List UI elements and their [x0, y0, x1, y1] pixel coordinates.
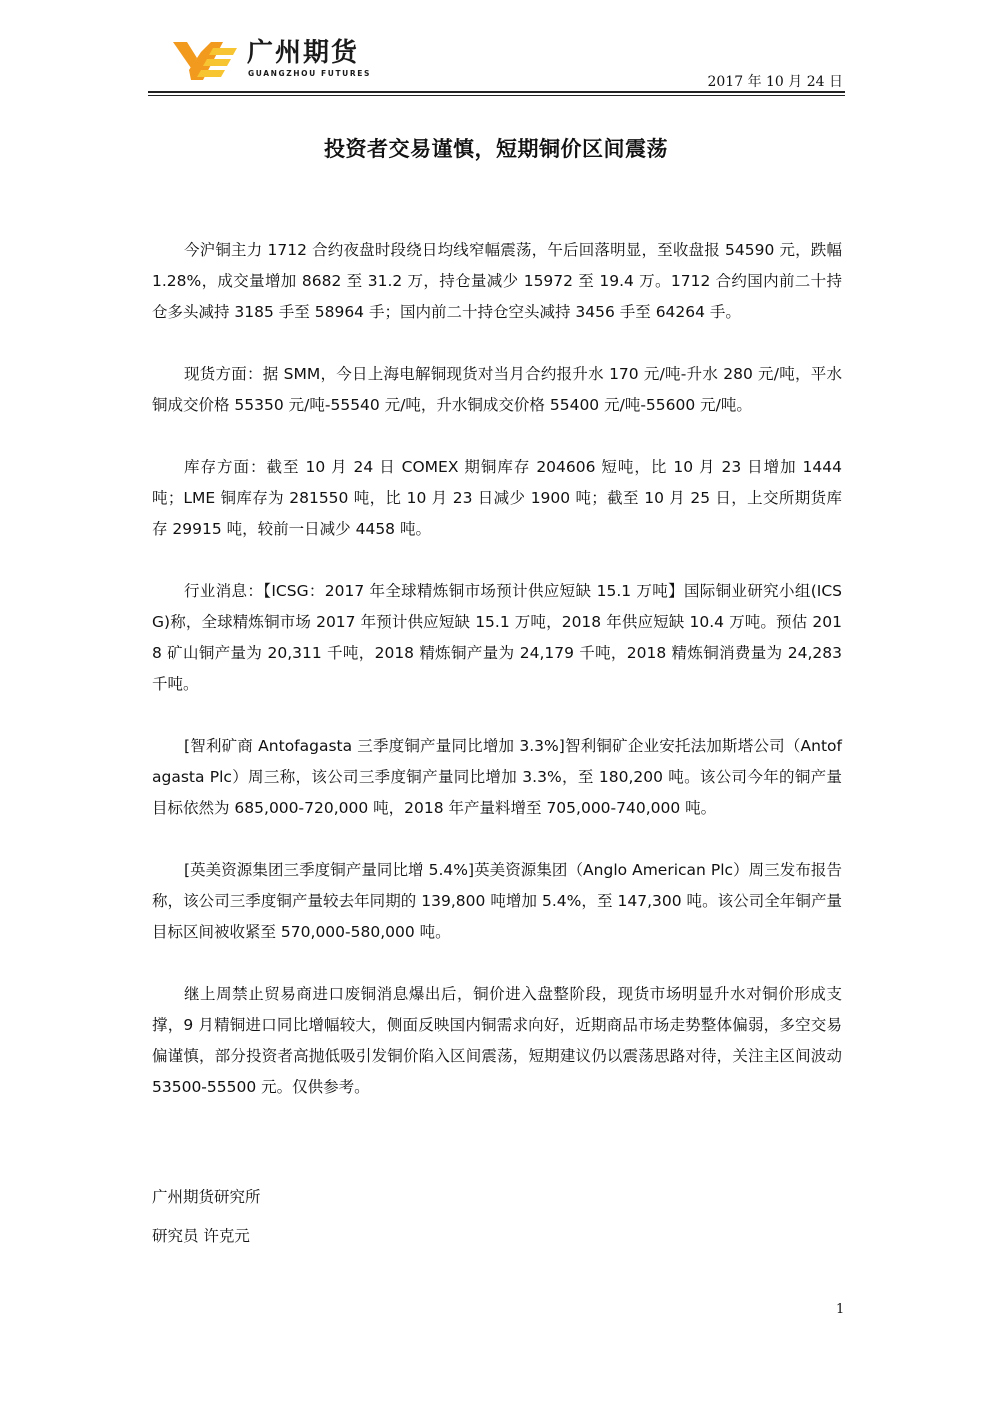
- paragraph-inventory: 库存方面：截至 10 月 24 日 COMEX 期铜库存 204606 短吨，比 10 月 23 日增加 1444 吨；LME 铜库存为 281550 吨，比 10 月 23 日减少 1900 吨；截至 10 月 25 日，上交所期货库存 29915 吨，较前一日减少 4458 吨。: [152, 458, 842, 538]
- page-number: 1: [836, 1302, 845, 1317]
- paragraph-antofagasta: [智利矿商 Antofagasta 三季度铜产量同比增加 3.3%]智利铜矿企业安托法加斯塔公司（Antofagasta Plc）周三称，该公司三季度铜产量同比增加 3.3%，至 180,200 吨。该公司今年的铜产量目标依然为 685,000-720,000 吨，2018 年产量料增至 705,000-740,000 吨。: [152, 737, 842, 817]
- signature-organization: 广州期货研究所: [152, 1188, 261, 1206]
- document-body: [152, 235, 842, 1134]
- paragraph-market-summary: 今沪铜主力 1712 合约夜盘时段绕日均线窄幅震荡，午后回落明显，至收盘报 54590 元，跌幅 1.28%，成交量增加 8682 至 31.2 万，持仓量减少 15972 至 19.4 万。1712 合约国内前二十持仓多头减持 3185 手至 58964 手；国内前二十持仓空头减持 3456 手至 64264 手。: [152, 241, 842, 321]
- header-divider-thin: [148, 95, 845, 96]
- report-date: 2017 年 10 月 24 日: [707, 74, 843, 90]
- paragraph-industry-news: 行业消息：【ICSG：2017 年全球精炼铜市场预计供应短缺 15.1 万吨】国际铜业研究小组(ICSG)称，全球精炼铜市场 2017 年预计供应短缺 15.1 万吨，2018 年供应短缺 10.4 万吨。预估 2018 矿山铜产量为 20,311 千吨，2018 精炼铜产量为 24,179 千吨，2018 精炼铜消费量为 24,283 千吨。: [152, 582, 842, 693]
- signature-author: 研究员 许克元: [152, 1227, 250, 1245]
- company-logo: [173, 38, 373, 84]
- header-divider: [148, 91, 845, 93]
- guangzhou-futures-logo-icon: [173, 38, 239, 80]
- logo-name: 广州期货: [247, 38, 360, 68]
- logo-subtitle: GUANGZHOU FUTURES: [248, 69, 371, 78]
- paragraph-anglo-american: [英美资源集团三季度铜产量同比增 5.4%]英美资源集团（Anglo American Plc）周三发布报告称，该公司三季度铜产量较去年同期的 139,800 吨增加 5.4%，至 147,300 吨。该公司全年铜产量目标区间被收紧至 570,000-580,000 吨。: [152, 861, 842, 941]
- paragraph-spot: 现货方面：据 SMM，今日上海电解铜现货对当月合约报升水 170 元/吨-升水 280 元/吨，平水铜成交价格 55350 元/吨-55540 元/吨，升水铜成交价格 55400 元/吨-55600 元/吨。: [152, 365, 842, 414]
- paragraph-outlook: 继上周禁止贸易商进口废铜消息爆出后，铜价进入盘整阶段，现货市场明显升水对铜价形成支撑，9 月精铜进口同比增幅较大，侧面反映国内铜需求向好，近期商品市场走势整体偏弱，多空交易偏谨慎，部分投资者高抛低吸引发铜价陷入区间震荡，短期建议仍以震荡思路对待，关注主区间波动 53500-55500 元。仅供参考。: [152, 985, 842, 1096]
- document-title: 投资者交易谨慎，短期铜价区间震荡: [324, 137, 668, 161]
